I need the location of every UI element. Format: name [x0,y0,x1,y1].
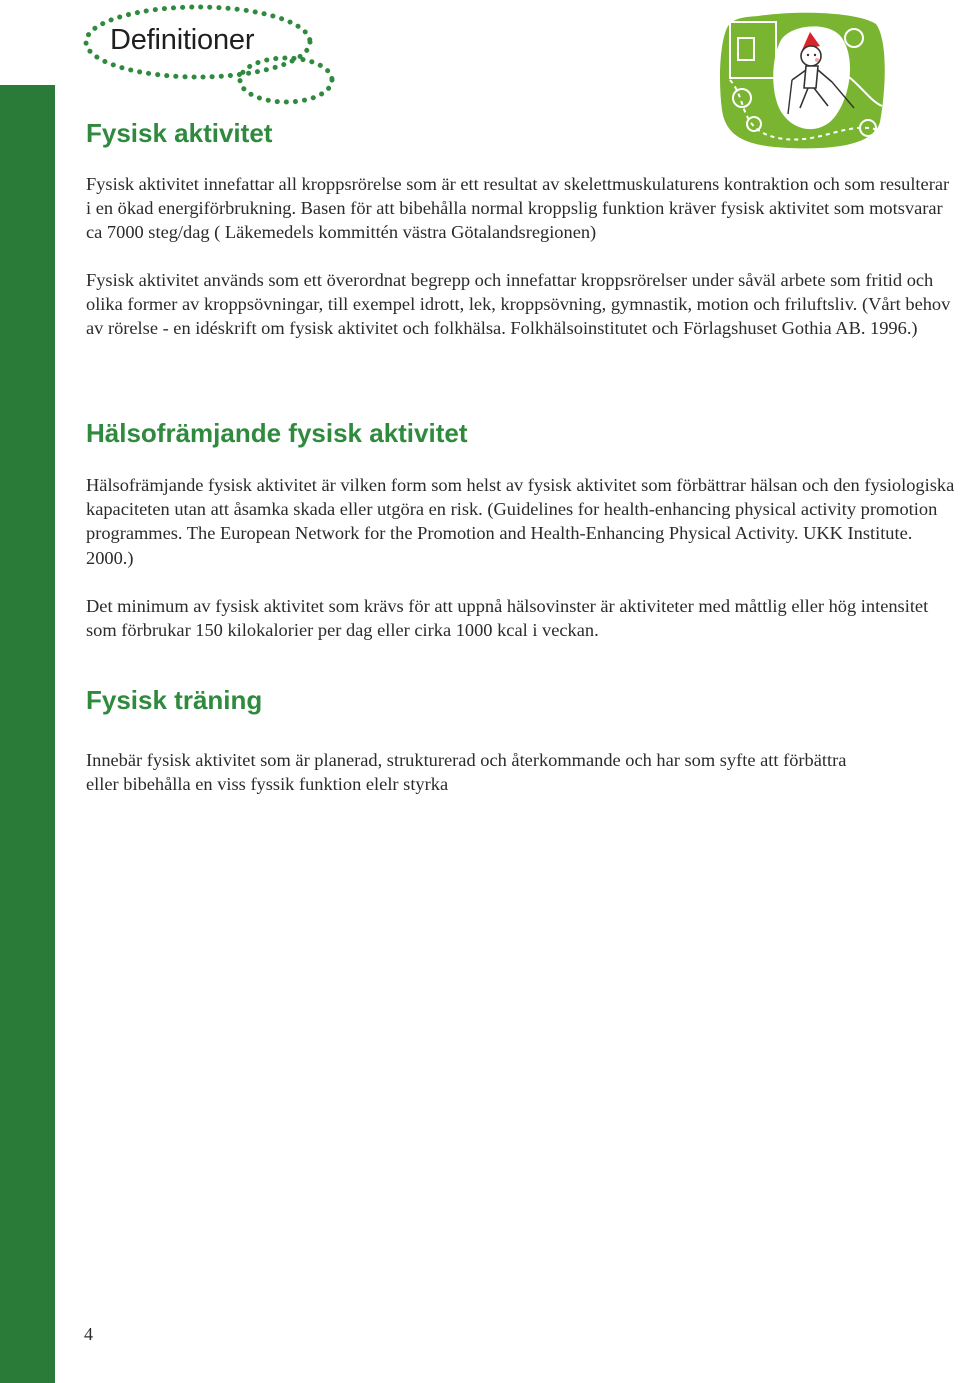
section-heading-fysisk-aktivitet: Fysisk aktivitet [86,118,273,148]
paragraph: Fysisk aktivitet innefattar all kroppsrörelse som är ett resultat av skelettmuskulaturens kontraktion och som resulterar i en ökad energiförbrukning. Basen för att bibehålla normal kroppslig funktion kräver fysisk aktivitet som motsvarar ca 7000 steg/dag ( Läkemedels kommittén västra Götalandsregionen) [86,174,950,243]
paragraph: Fysisk aktivitet används som ett överordnat begrepp och innefattar kroppsrörelser under såväl arbete som fritid och olika former av kroppsövningar, till exempel idrott, lek, kroppsövning, gymnastik, motion och friluftsliv. (Vårt behov av rörelse - en idéskrift om fysisk aktivitet och folkhälsa. Folkhälsoinstitutet och Förlagshuset Gothia AB. 1996.) [86,270,951,339]
page-number: 4 [84,1324,93,1344]
section-heading-fysisk-traning: Fysisk träning [86,685,263,715]
paragraph: Hälsofrämjande fysisk aktivitet är vilken form som helst av fysisk aktivitet som förbättrar hälsan och den fysiologiska kapaciteten utan att åsamka skada eller utgöra en risk. (Guidelines for health-enhancing physical activity promotion programmes. The European Network for the Promotion and Health-Enhancing Physical Activity. UKK Institute. 2000.) [86,475,955,568]
paragraph: Innebär fysisk aktivitet som är planerad, strukturerad och återkommande och har som syfte att förbättra eller bibehålla en viss fyssik funktion elelr styrka [86,750,847,795]
title-badge [80,2,342,108]
section-heading-halsoframjande: Hälsofrämjande fysisk aktivitet [86,418,468,448]
page-title: Definitioner [110,24,255,56]
left-green-bar [0,85,55,1383]
paragraph: Det minimum av fysisk aktivitet som krävs för att uppnå hälsovinster är aktiviteter med måttlig eller hög intensitet som förbrukar 150 kilokalorier per dag eller cirka 1000 kcal i veckan. [86,596,929,641]
nordic-walker-illustration [718,10,888,152]
